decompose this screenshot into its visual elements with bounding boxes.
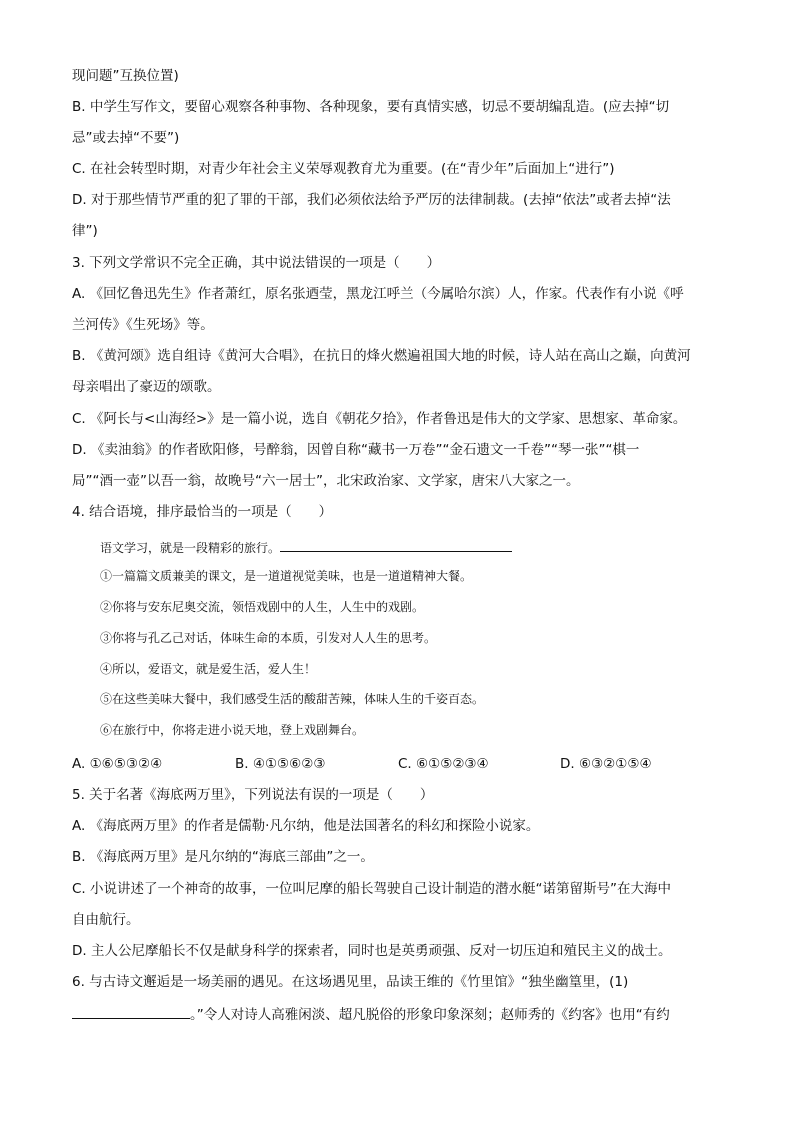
text-line: D. 对于那些情节严重的犯了罪的干部，我们必须依法给予严厉的法律制裁。(去掉“依法”或者去掉“法	[72, 192, 671, 208]
option-b: B. ④①⑤⑥②③	[235, 756, 326, 772]
text-line: C. 在社会转型时期，对青少年社会主义荣辱观教育尤为重要。(在“青少年”后面加上“进行”)	[72, 161, 615, 177]
text-line: B. 《海底两万里》是凡尔纳的“海底三部曲”之一。	[72, 849, 374, 865]
handwritten-line: ③你将与孔乙己对话，体味生命的本质，引发对人人生的思考。	[100, 631, 437, 645]
option-c: C. ⑥①⑤②③④	[398, 756, 489, 772]
text-line	[72, 1004, 670, 1025]
text-line: 兰河传》《生死场》等。	[72, 317, 214, 333]
handwritten-line: ②你将与安东尼奥交流，领悟戏剧中的人生，人生中的戏剧。	[100, 600, 425, 614]
handwritten-text: 语文学习，就是一段精彩的旅行。	[100, 541, 281, 555]
text-line: D. 主人公尼摩船长不仅是献身科学的探索者，同时也是英勇顽强、反对一切压迫和殖民主义的战士。	[72, 943, 672, 959]
answer-blank	[280, 537, 512, 552]
question-4-title: 4. 结合语境，排序最恰当的一项是（ ）	[72, 504, 333, 520]
text-line: B. 《黄河颂》选自组诗《黄河大合唱》，在抗日的烽火燃遍祖国大地的时候，诗人站在高山之巅，向黄河	[72, 348, 691, 364]
option-a: A. ①⑥⑤③②④	[72, 756, 163, 772]
handwritten-line: ④所以，爱语文，就是爱生活，爱人生！	[100, 662, 317, 676]
text-line: C. 《阿长与<山海经>》是一篇小说，选自《朝花夕拾》，作者鲁迅是伟大的文学家、思想家、革命家。	[72, 411, 687, 427]
handwritten-line: ⑤在这些美味大餐中，我们感受生活的酸甜苦辣，体味人生的千姿百态。	[100, 692, 485, 706]
question-3-title: 3. 下列文学常识不完全正确，其中说法错误的一项是（ ）	[72, 255, 441, 271]
handwritten-line	[100, 537, 512, 557]
question-5-title: 5. 关于名著《海底两万里》，下列说法有误的一项是（ ）	[72, 787, 434, 803]
option-d: D. ⑥③②①⑤④	[560, 756, 652, 772]
text-line: 现问题”互换位置)	[72, 68, 179, 84]
text-line: 忌”或去掉“不要”)	[72, 130, 180, 146]
text-fragment: 。”令人对诗人高雅闲淡、超凡脱俗的形象印象深刻；赵师秀的《约客》也用“有约	[190, 1007, 670, 1023]
text-line: 局”“酒一壶”以吾一翁，故晚号“六一居士”，北宋政治家、文学家，唐宋八大家之一。	[72, 473, 580, 489]
text-line: B. 中学生写作文，要留心观察各种事物、各种现象，要有真情实感，切忌不要胡编乱造。(应去掉“切	[72, 99, 670, 115]
handwritten-line: ⑥在旅行中，你将走进小说天地，登上戏剧舞台。	[100, 723, 365, 737]
answer-blank	[72, 1004, 190, 1019]
text-line: 母亲唱出了豪迈的颂歌。	[72, 379, 221, 395]
text-line: 律”)	[72, 223, 98, 239]
text-line: A. 《海底两万里》的作者是儒勒·凡尔纳，他是法国著名的科幻和探险小说家。	[72, 818, 540, 834]
text-line: 自由航行。	[72, 912, 140, 928]
text-line: A. 《回忆鲁迅先生》作者萧红，原名张迺莹，黑龙江呼兰（今属哈尔滨）人，作家。代表作有小说《呼	[72, 286, 684, 302]
handwritten-line: ①一篇篇文质兼美的课文，是一道道视觉美味，也是一道道精神大餐。	[100, 569, 473, 583]
text-line: C. 小说讲述了一个神奇的故事，一位叫尼摩的船长驾驶自己设计制造的潜水艇“诺第留斯号”在大海中	[72, 881, 671, 897]
question-6-title: 6. 与古诗文邂逅是一场美丽的遇见。在这场遇见里，品读王维的《竹里馆》“独坐幽篁里，(1)	[72, 974, 629, 990]
text-line: D. 《卖油翁》的作者欧阳修，号醉翁，因曾自称“藏书一万卷”“金石遗文一千卷”“琴一张”“棋一	[72, 442, 640, 458]
